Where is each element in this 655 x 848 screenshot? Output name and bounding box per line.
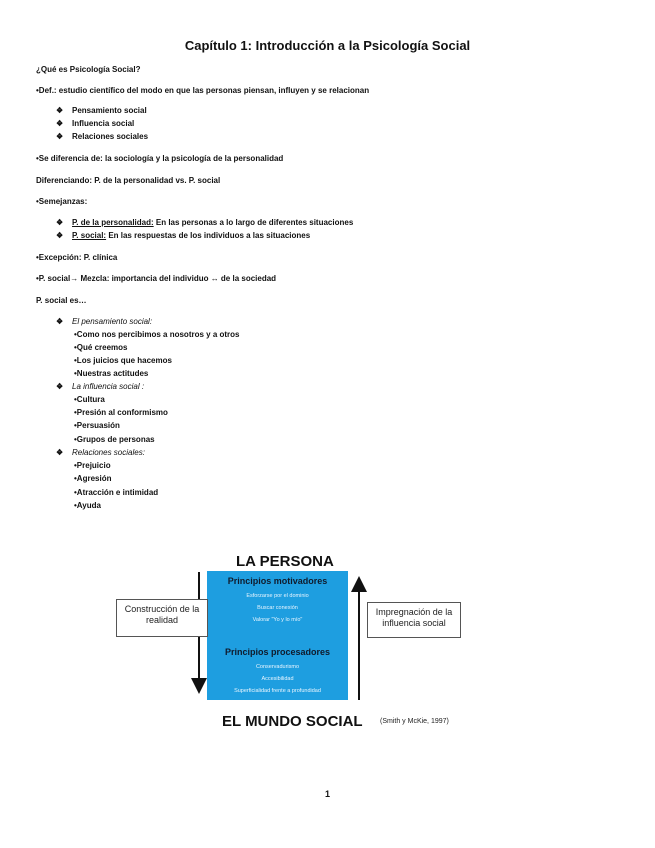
excepcion-line: •Excepción: P. clínica [36,253,118,262]
group-item: •Como nos percibimos a nosotros y a otros [74,330,240,339]
processor-item: Superficialidad frente a profundidad [234,688,321,694]
diamond-bullet-icon: ❖ [56,448,64,457]
diferencia-line: •Se diferencia de: la sociología y la psicología de la personalidad [36,154,284,163]
group-item: •Presión al conformismo [74,408,168,417]
processors-heading: Principios procesadores [224,647,331,657]
diamond-bullet-icon: ❖ [56,382,64,391]
group-item: •Grupos de personas [74,435,155,444]
group-item: •Qué creemos [74,343,128,352]
diagram-bottom-label: EL MUNDO SOCIAL [222,713,363,730]
diamond-bullet-icon: ❖ [56,231,64,240]
group-item: •Agresión [74,474,112,483]
semejanzas-heading: •Semejanzas: [36,197,88,206]
mezcla-line: •P. social→ Mezcla: importancia del individuo ↔ de la sociedad [36,274,277,283]
motivator-item: Valorar "Yo y lo mío" [252,617,303,623]
processor-item: Conservadurismo [255,664,300,670]
motivators-heading: Principios motivadores [227,576,328,586]
group-heading: ❖ Relaciones sociales: [56,448,145,457]
diamond-bullet-icon: ❖ [56,132,64,141]
motivator-item: Esforzarse por el dominio [246,593,309,599]
group-item: •Cultura [74,395,105,404]
diferenciando-line: Diferenciando: P. de la personalidad vs. P. social [36,176,221,185]
motivator-item: Buscar conexión [257,605,298,611]
diamond-bullet-icon: ❖ [56,218,64,227]
group-item: •Nuestras actitudes [74,369,149,378]
diamond-bullet-icon: ❖ [56,119,64,128]
def-item: ❖ Influencia social [56,119,135,128]
definition-line: •Def.: estudio científico del modo en que las personas piensan, influyen y se relacionan [36,86,370,95]
right-box: Impregnación de la influencia social [367,602,461,638]
p-social-es-heading: P. social es… [36,296,87,305]
diamond-bullet-icon: ❖ [56,106,64,115]
def-item: ❖ Relaciones sociales [56,132,149,141]
group-item: •Atracción e intimidad [74,488,159,497]
question-heading: ¿Qué es Psicología Social? [36,65,141,74]
group-item: •Los juicios que hacemos [74,356,172,365]
processor-item: Accesibilidad [261,676,294,682]
semejanza-item: ❖ P. social: En las respuestas de los individuos a las situaciones [56,231,311,240]
page-number: 1 [324,789,330,799]
group-item: •Ayuda [74,501,101,510]
group-heading: ❖ El pensamiento social: [56,317,153,326]
left-box: Construcción de la realidad [116,599,208,637]
group-item: •Prejuicio [74,461,111,470]
def-item: ❖ Pensamiento social [56,106,147,115]
diamond-bullet-icon: ❖ [56,317,64,326]
semejanza-item: ❖ P. de la personalidad: En las personas a lo largo de diferentes situaciones [56,218,354,227]
citation: (Smith y McKie, 1997) [380,718,449,725]
page-title: Capítulo 1: Introducción a la Psicología Social [184,38,471,53]
group-heading: ❖ La influencia social : [56,382,145,391]
group-item: •Persuasión [74,421,120,430]
diagram-top-label: LA PERSONA [236,553,334,570]
